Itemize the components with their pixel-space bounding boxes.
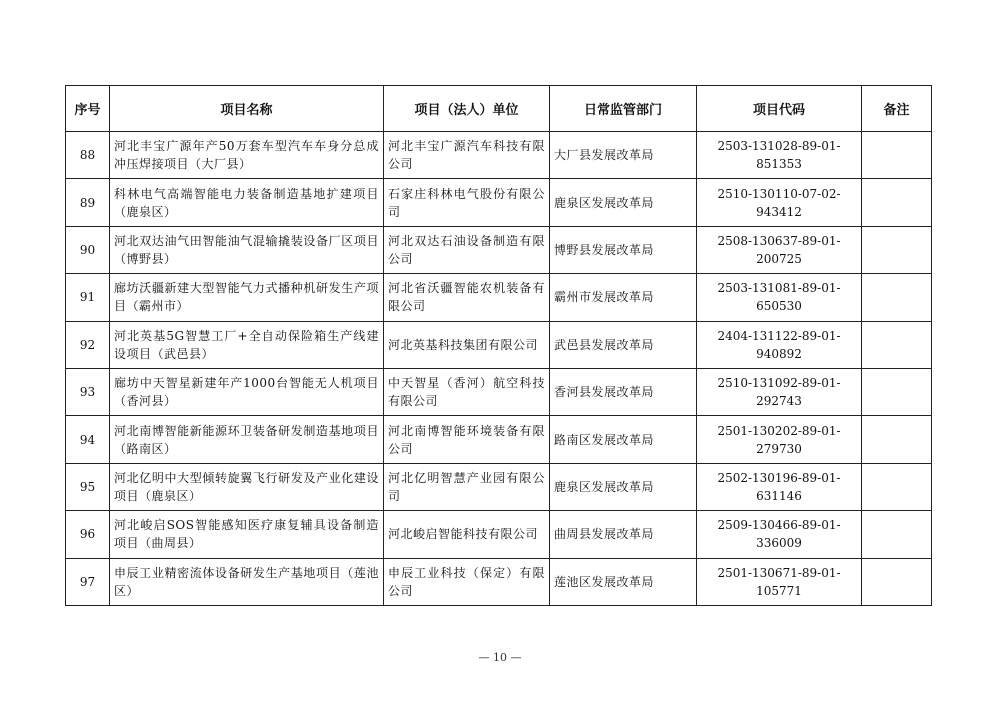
table-header-row — [66, 86, 932, 132]
cell-project-name: 河北丰宝广源年产50万套车型汽车车身分总成冲压焊接项目（大厂县） — [110, 132, 384, 179]
cell-project-code: 2501-130202-89-01-279730 — [697, 416, 862, 463]
cell-supervising-dept: 路南区发展改革局 — [550, 416, 697, 463]
cell-legal-unit: 河北英基科技集团有限公司 — [384, 321, 550, 368]
cell-legal-unit: 河北亿明智慧产业园有限公司 — [384, 463, 550, 510]
cell-note — [862, 179, 932, 226]
cell-legal-unit: 石家庄科林电气股份有限公司 — [384, 179, 550, 226]
cell-project-code: 2510-131092-89-01-292743 — [697, 368, 862, 415]
cell-seq: 94 — [66, 416, 110, 463]
cell-supervising-dept: 武邑县发展改革局 — [550, 321, 697, 368]
table-row — [66, 321, 932, 368]
cell-supervising-dept: 香河县发展改革局 — [550, 368, 697, 415]
cell-note — [862, 416, 932, 463]
table-row — [66, 416, 932, 463]
cell-legal-unit: 河北双达石油设备制造有限公司 — [384, 226, 550, 273]
cell-seq: 89 — [66, 179, 110, 226]
cell-legal-unit: 河北峻启智能科技有限公司 — [384, 511, 550, 558]
cell-project-code: 2509-130466-89-01-336009 — [697, 511, 862, 558]
cell-project-name: 申辰工业精密流体设备研发生产基地项目（莲池区） — [110, 558, 384, 605]
cell-supervising-dept: 博野县发展改革局 — [550, 226, 697, 273]
cell-seq: 93 — [66, 368, 110, 415]
cell-note — [862, 558, 932, 605]
cell-legal-unit: 河北南博智能环境装备有限公司 — [384, 416, 550, 463]
cell-project-code: 2503-131028-89-01-851353 — [697, 132, 862, 179]
cell-project-name: 科林电气高端智能电力装备制造基地扩建项目（鹿泉区） — [110, 179, 384, 226]
cell-project-name: 河北南博智能新能源环卫装备研发制造基地项目（路南区） — [110, 416, 384, 463]
cell-legal-unit: 河北省沃疆智能农机装备有限公司 — [384, 274, 550, 321]
table-row — [66, 132, 932, 179]
table-row — [66, 511, 932, 558]
cell-legal-unit: 申辰工业科技（保定）有限公司 — [384, 558, 550, 605]
cell-project-code: 2501-130671-89-01-105771 — [697, 558, 862, 605]
cell-supervising-dept: 鹿泉区发展改革局 — [550, 179, 697, 226]
cell-note — [862, 274, 932, 321]
header-code: 项目代码 — [697, 86, 862, 132]
table-row — [66, 179, 932, 226]
cell-note — [862, 368, 932, 415]
cell-project-code: 2508-130637-89-01-200725 — [697, 226, 862, 273]
cell-seq: 96 — [66, 511, 110, 558]
table-row — [66, 368, 932, 415]
cell-seq: 91 — [66, 274, 110, 321]
cell-note — [862, 463, 932, 510]
header-note: 备注 — [862, 86, 932, 132]
project-table — [65, 85, 932, 606]
table-row — [66, 463, 932, 510]
cell-project-code: 2503-131081-89-01-650530 — [697, 274, 862, 321]
cell-supervising-dept: 鹿泉区发展改革局 — [550, 463, 697, 510]
cell-legal-unit: 河北丰宝广源汽车科技有限公司 — [384, 132, 550, 179]
cell-project-name: 廊坊沃疆新建大型智能气力式播种机研发生产项目（霸州市） — [110, 274, 384, 321]
cell-supervising-dept: 霸州市发展改革局 — [550, 274, 697, 321]
cell-note — [862, 132, 932, 179]
cell-seq: 90 — [66, 226, 110, 273]
table-row — [66, 274, 932, 321]
page-number: — 10 — — [478, 651, 522, 664]
cell-project-code: 2510-130110-07-02-943412 — [697, 179, 862, 226]
header-dept: 日常监管部门 — [550, 86, 697, 132]
cell-note — [862, 511, 932, 558]
header-name: 项目名称 — [110, 86, 384, 132]
cell-supervising-dept: 大厂县发展改革局 — [550, 132, 697, 179]
cell-project-name: 河北英基5G智慧工厂+全自动保险箱生产线建设项目（武邑县） — [110, 321, 384, 368]
table-row — [66, 226, 932, 273]
cell-project-name: 河北双达油气田智能油气混输撬装设备厂区项目（博野县） — [110, 226, 384, 273]
cell-project-name: 河北峻启SOS智能感知医疗康复辅具设备制造项目（曲周县） — [110, 511, 384, 558]
cell-seq: 95 — [66, 463, 110, 510]
cell-project-code: 2502-130196-89-01-631146 — [697, 463, 862, 510]
cell-supervising-dept: 莲池区发展改革局 — [550, 558, 697, 605]
cell-project-name: 河北亿明中大型倾转旋翼飞行研发及产业化建设项目（鹿泉区） — [110, 463, 384, 510]
table-body — [66, 132, 932, 606]
cell-project-name: 廊坊中天智星新建年产1000台智能无人机项目（香河县） — [110, 368, 384, 415]
cell-legal-unit: 中天智星（香河）航空科技有限公司 — [384, 368, 550, 415]
cell-note — [862, 226, 932, 273]
header-seq: 序号 — [66, 86, 110, 132]
cell-supervising-dept: 曲周县发展改革局 — [550, 511, 697, 558]
cell-note — [862, 321, 932, 368]
cell-project-code: 2404-131122-89-01-940892 — [697, 321, 862, 368]
header-unit: 项目（法人）单位 — [384, 86, 550, 132]
cell-seq: 88 — [66, 132, 110, 179]
cell-seq: 97 — [66, 558, 110, 605]
table-row — [66, 558, 932, 605]
cell-seq: 92 — [66, 321, 110, 368]
